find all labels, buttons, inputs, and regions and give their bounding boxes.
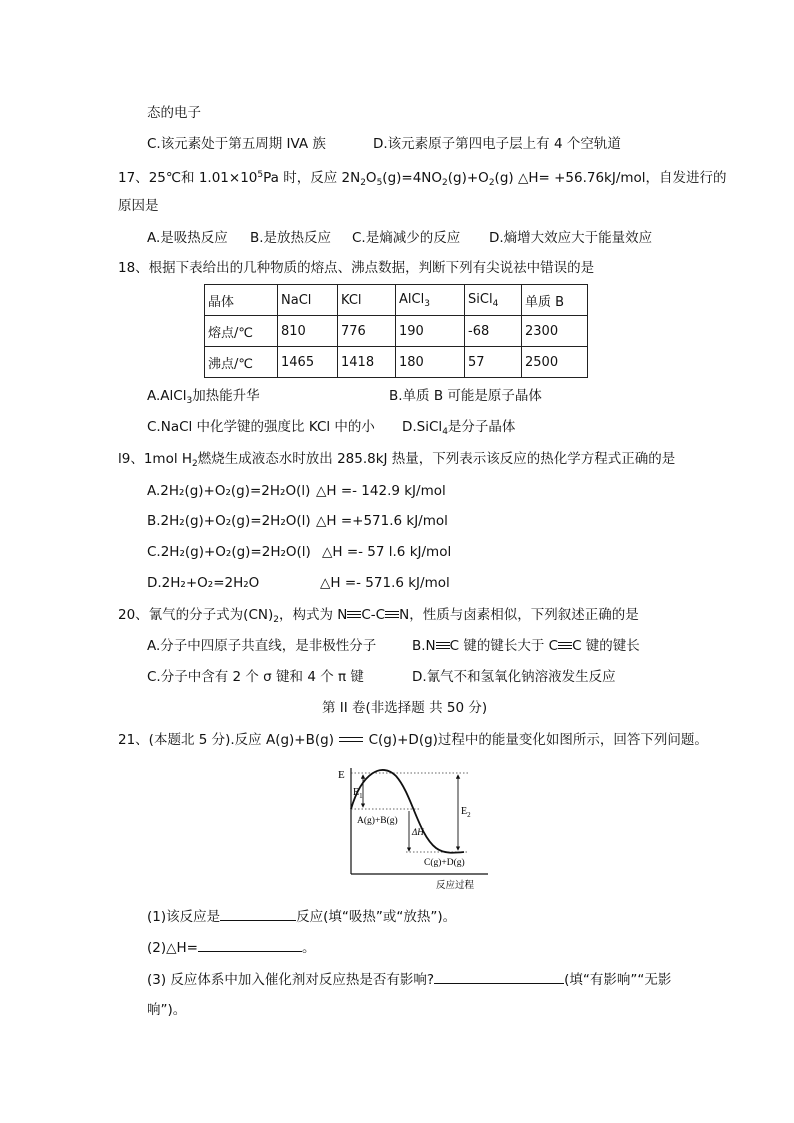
triple-bond-symbol	[347, 611, 361, 619]
table-cell: KCl	[338, 285, 396, 316]
q19-option-b-enthalpy: △H =+571.6 kJ/mol	[316, 513, 448, 529]
q18-option-a: A.AlCl$_3$加热能升华	[147, 388, 260, 406]
table-cell: 晶体	[205, 285, 278, 316]
q16-continuation: 态的电子	[147, 105, 201, 121]
q19-option-d-equation: D.2H₂+O₂=2H₂O	[147, 575, 260, 591]
table-cell: 810	[278, 316, 338, 347]
reversible-arrow-icon	[338, 734, 364, 746]
q19-option-c-enthalpy: △H =- 57 l.6 kJ/mol	[322, 544, 452, 560]
table-cell: 1418	[338, 347, 396, 378]
table-row	[205, 347, 588, 378]
table-cell: 57	[465, 347, 522, 378]
table-cell: 180	[396, 347, 465, 378]
products-label: C(g)+D(g)	[424, 858, 465, 868]
table-cell: 单质 B	[522, 285, 588, 316]
q17-stem-continued: 原因是	[118, 198, 159, 214]
q20-option-c: C.分子中含有 2 个 σ 键和 4 个 π 键	[147, 669, 364, 685]
q19-stem: l9、1mol $H_2$燃烧生成液态水时放出 285.8kJ 热量，下列表示该反应的热化学方程式正确的是	[118, 451, 676, 469]
q20-option-d: D.氰气不和氢氧化钠溶液发生反应	[412, 669, 616, 685]
q20-stem: 20、氰气的分子式为$(CN)_2$，构式为 N C-C N，性质与卤素相似，下列叙述正确的是	[118, 607, 639, 625]
energy-curve	[351, 770, 464, 853]
energy-diagram	[336, 762, 496, 892]
reactants-label: A(g)+B(g)	[357, 816, 398, 826]
triple-bond-symbol	[436, 642, 450, 650]
table-cell: -68	[465, 316, 522, 347]
q19-option-a-enthalpy: △H =- 142.9 kJ/mol	[316, 483, 446, 499]
q20-option-b: B.N C 键的键长大于 C C 键的键长	[412, 638, 640, 654]
e1-label: $E_1$	[353, 787, 363, 800]
table-row	[205, 316, 588, 347]
q21-stem: 21、(本题北 5 分).反应 A(g)+B(g) C(g)+D(g)过程中的能量变化如图所示，回答下列问题。	[118, 732, 708, 748]
energy-axis-label: E	[338, 769, 345, 781]
answer-blank-1[interactable]	[220, 906, 296, 921]
q21-part-2: (2)△H= 。	[147, 937, 315, 958]
q18-stem: 18、根据下表给出的几种物质的熔点、沸点数据，判断下列有尖说祛中错误的是	[118, 260, 595, 276]
q19-option-d-enthalpy: △H =- 571.6 kJ/mol	[320, 575, 450, 591]
q16-option-d: D.该元素原子第四电子层上有 4 个空轨道	[373, 136, 621, 152]
triple-bond-symbol	[385, 611, 399, 619]
q18-option-b: B.单质 B 可能是原子晶体	[389, 388, 542, 404]
triple-bond-symbol	[558, 642, 572, 650]
section-2-heading: 第 II 卷(非选择题 共 50 分)	[322, 700, 488, 716]
table-cell: 2300	[522, 316, 588, 347]
q17-option-d: D.熵增大效应大于能量效应	[489, 230, 653, 246]
q21-part-3-continued: 响”)。	[147, 1002, 187, 1018]
answer-blank-2[interactable]	[198, 937, 302, 952]
e2-label: $E_2$	[461, 806, 471, 819]
delta-h-label: ΔH	[412, 827, 424, 837]
q21-part-3: (3) 反应体系中加入催化剂对反应热是否有影响? (填“有影响”“无影	[147, 969, 671, 990]
q19-option-b-equation: B.2H₂(g)+O₂(g)=2H₂O(l)	[147, 513, 311, 529]
table-cell: 2500	[522, 347, 588, 378]
q17-stem: 17、25℃和 $1.01\times 10^5Pa$ 时，反应 $2N_2O_5(g)=4NO_2(g)+O_2(g)$ △H= +56.76kJ/mol，自发进行的	[118, 170, 727, 188]
q17-option-a: A.是吸热反应	[147, 230, 228, 246]
x-axis-label: 反应过程	[436, 881, 475, 891]
q20-option-a: A.分子中四原子共直线，是非极性分子	[147, 638, 377, 654]
table-cell: 沸点/℃	[205, 347, 278, 378]
q18-data-table	[204, 284, 588, 378]
q18-option-d: D.SiCl$_4$是分子晶体	[402, 419, 516, 437]
q19-option-c-equation: C.2H₂(g)+O₂(g)=2H₂O(l)	[147, 544, 311, 560]
q17-option-c: C.是熵减少的反应	[352, 230, 461, 246]
q19-option-a-equation: A.2H₂(g)+O₂(g)=2H₂O(l)	[147, 483, 311, 499]
q18-option-c: C.NaCl 中化学键的强度比 KCl 中的小	[147, 419, 375, 435]
table-cell: 1465	[278, 347, 338, 378]
q17-option-b: B.是放热反应	[250, 230, 332, 246]
table-cell: 熔点/℃	[205, 316, 278, 347]
answer-blank-3[interactable]	[434, 969, 564, 984]
table-cell: AlCl$_3$	[396, 285, 465, 316]
table-header-row	[205, 285, 588, 316]
table-cell: 190	[396, 316, 465, 347]
table-cell: NaCl	[278, 285, 338, 316]
table-cell: SiCl$_4$	[465, 285, 522, 316]
q16-option-c: C.该元素处于第五周期 IVA 族	[147, 136, 326, 152]
table-cell: 776	[338, 316, 396, 347]
q21-part-1: (1)该反应是 反应(填“吸热”或“放热”)。	[147, 906, 456, 927]
